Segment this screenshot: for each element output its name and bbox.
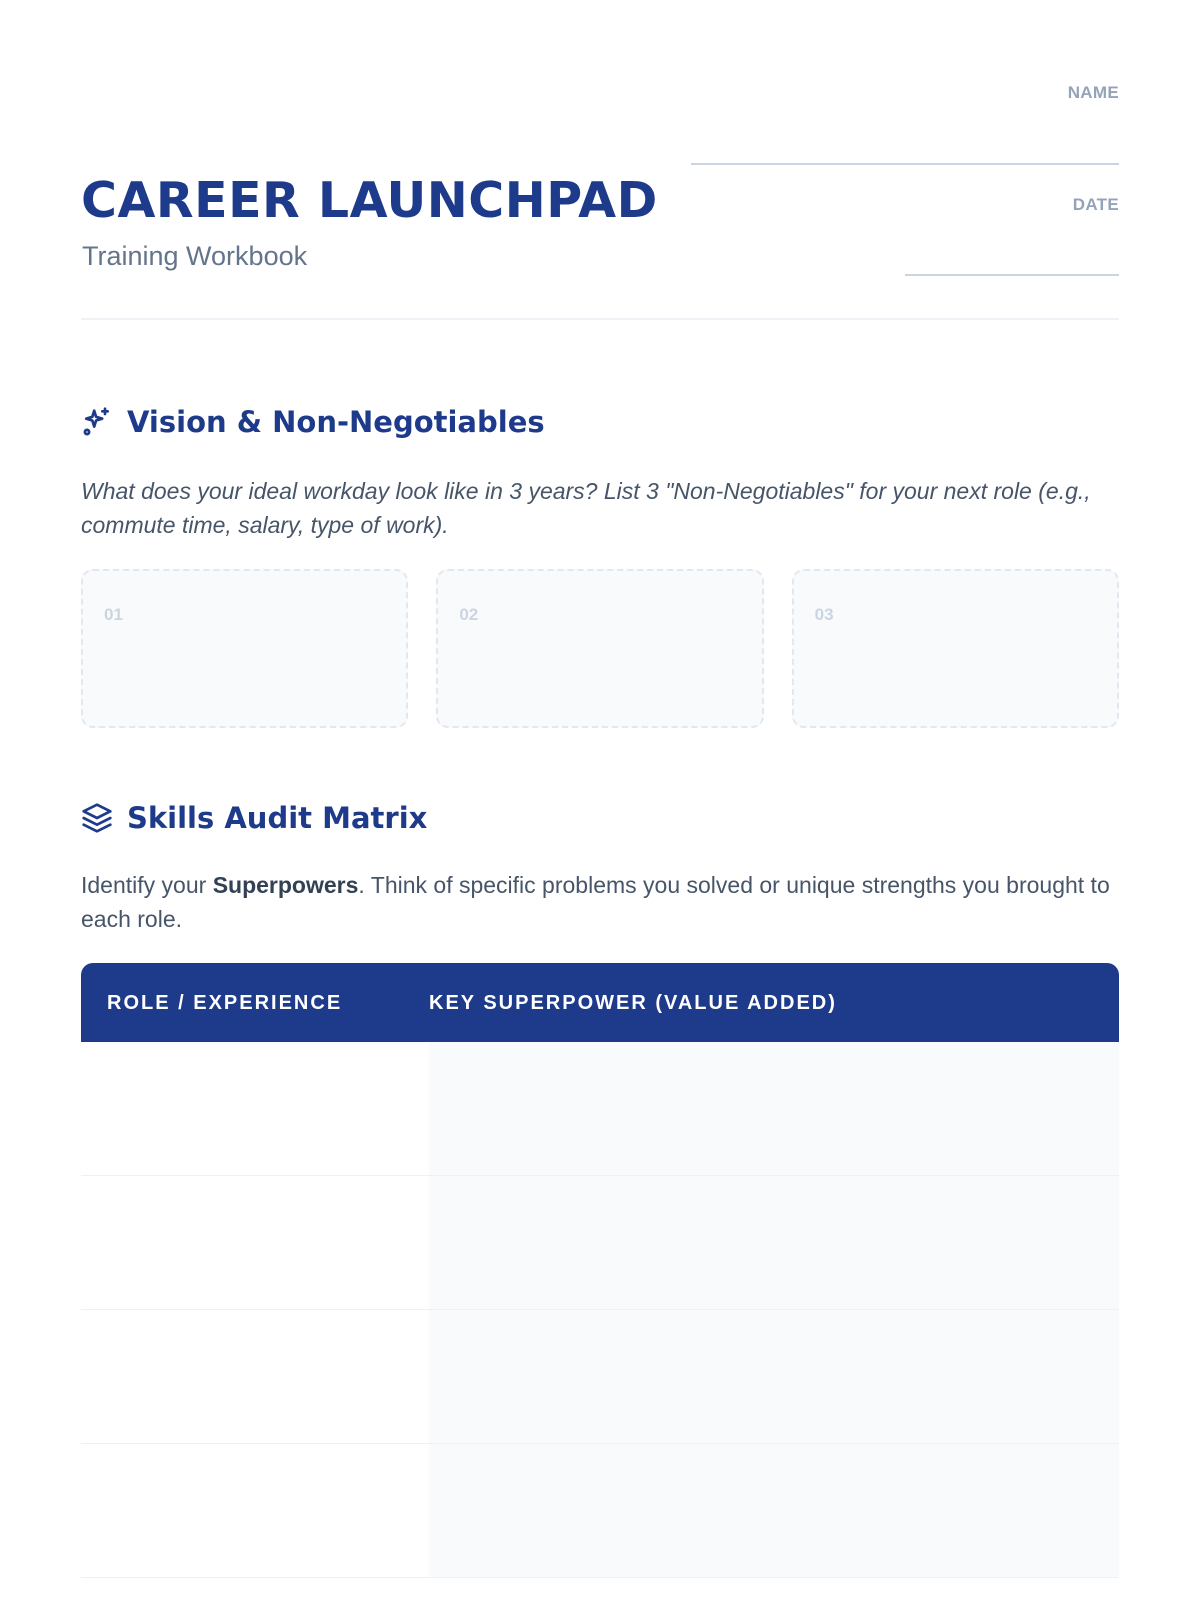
- superpower-cell[interactable]: [429, 1042, 1119, 1175]
- date-label: DATE: [1072, 195, 1119, 214]
- name-field[interactable]: [691, 163, 1119, 165]
- skills-prompt: [81, 868, 1119, 936]
- non-negotiables-boxes: [81, 569, 1119, 728]
- name-label: NAME: [1067, 83, 1119, 102]
- role-cell[interactable]: [81, 1444, 429, 1577]
- table-row: [81, 1444, 1119, 1578]
- sparkles-icon: [81, 406, 113, 438]
- non-negotiable-box-1[interactable]: [81, 569, 408, 728]
- header: [81, 0, 1119, 320]
- table-row: [81, 1176, 1119, 1310]
- table-row: [81, 1310, 1119, 1444]
- column-header-superpower: KEY SUPERPOWER (VALUE ADDED): [429, 991, 837, 1014]
- non-negotiable-box-2[interactable]: [436, 569, 763, 728]
- box-number: 02: [459, 605, 479, 624]
- skills-prompt-end: . Think of specific problems you solved or unique strengths you brought to each role.: [81, 872, 1110, 932]
- vision-prompt: What does your ideal workday look like in 3 years? List 3 "Non-Negotiables" for your next role (e.g., commute time, salary, type of work).: [81, 478, 1091, 538]
- column-header-role: ROLE / EXPERIENCE: [107, 991, 343, 1014]
- table-row: [81, 1042, 1119, 1176]
- superpower-cell[interactable]: [429, 1176, 1119, 1309]
- layers-icon: [81, 802, 113, 834]
- box-number: 01: [104, 605, 123, 624]
- superpower-cell[interactable]: [429, 1444, 1119, 1577]
- role-cell[interactable]: [81, 1310, 429, 1443]
- skills-heading: [81, 802, 427, 834]
- header-divider: [81, 318, 1119, 320]
- page-title: CAREER LAUNCHPAD: [81, 172, 658, 229]
- skills-prompt-bold: Superpowers: [212, 872, 359, 898]
- role-cell[interactable]: [81, 1176, 429, 1309]
- role-cell[interactable]: [81, 1042, 429, 1175]
- date-field[interactable]: [905, 274, 1119, 276]
- table-header: [81, 963, 1119, 1042]
- box-number: 03: [814, 605, 834, 624]
- vision-heading: [81, 406, 545, 438]
- superpower-cell[interactable]: [429, 1310, 1119, 1443]
- skills-table: [81, 963, 1119, 1578]
- skills-prompt-start: Identify your: [81, 872, 213, 898]
- page-subtitle: Training Workbook: [82, 241, 308, 271]
- skills-title: Skills Audit Matrix: [127, 800, 428, 835]
- vision-title: Vision & Non-Negotiables: [127, 404, 545, 439]
- non-negotiable-box-3[interactable]: [792, 569, 1119, 728]
